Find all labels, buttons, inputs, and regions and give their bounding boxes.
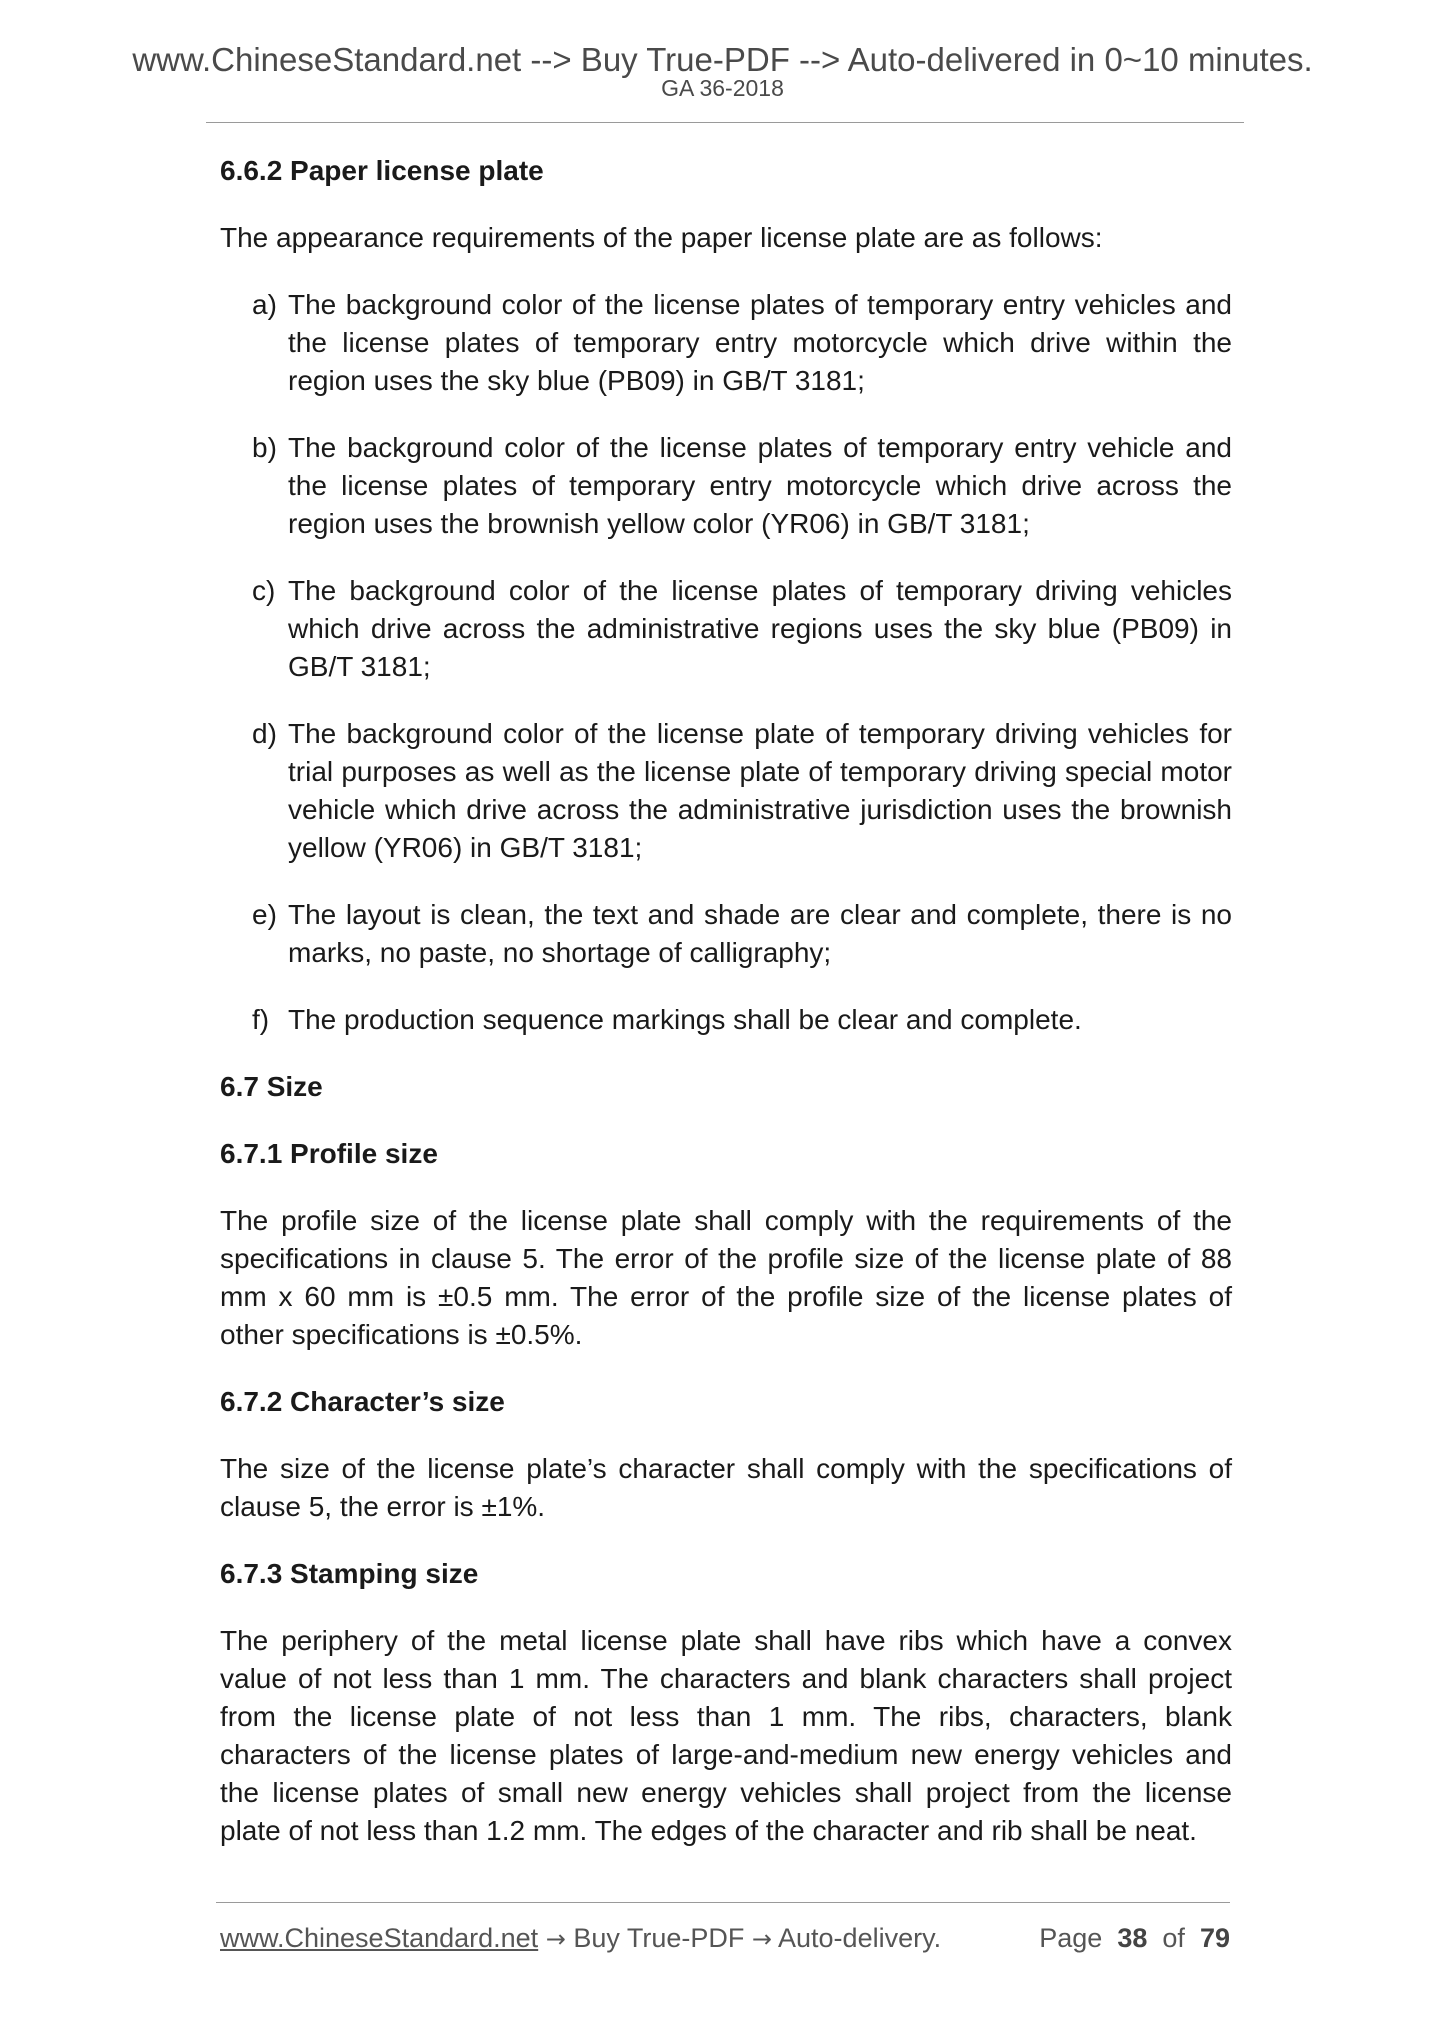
list-item [252, 896, 1232, 972]
page-of-label: of [1162, 1923, 1185, 1953]
list-item-text: The background color of the license plates of temporary entry vehicles and the license plates of temporary entry motorcycle which drive within the region uses the sky blue (PB09) in GB/T 3181; [288, 289, 1232, 396]
footer-buy-text: Buy True-PDF [573, 1923, 745, 1953]
page-current: 38 [1117, 1923, 1148, 1953]
list-marker: a) [252, 289, 277, 320]
heading-6-7-1: 6.7.1 Profile size [220, 1138, 438, 1169]
footer-site-link[interactable]: www.ChineseStandard.net [220, 1923, 539, 1953]
arrow-right-icon: → [751, 1925, 772, 1953]
list-item [252, 715, 1232, 867]
list-marker: c) [252, 575, 276, 606]
list-marker: b) [252, 432, 277, 463]
page-total: 79 [1199, 1923, 1230, 1953]
paragraph-6-6-2-intro: The appearance requirements of the paper license plate are as follows: [220, 222, 1103, 253]
list-marker: e) [252, 899, 277, 930]
list-item-text: The layout is clean, the text and shade are clear and complete, there is no marks, no paste, no shortage of calligraphy; [288, 899, 1232, 968]
header-divider [206, 122, 1244, 123]
heading-6-7-2: 6.7.2 Character’s size [220, 1386, 505, 1417]
footer-delivery-text: Auto-delivery. [778, 1923, 942, 1953]
footer-promo [220, 1920, 941, 1957]
paragraph-6-7-1: The profile size of the license plate shall comply with the requirements of the specifications in clause 5. The error of the profile size of the license plate of 88 mm x 60 mm is ±0.5 mm. The error of the profile size of the license plates of other specifications is ±0.5%. [220, 1205, 1232, 1350]
list-item [252, 429, 1232, 543]
list-item [252, 572, 1232, 686]
list-item [252, 286, 1232, 400]
requirements-list [220, 286, 1232, 1039]
top-banner: www.ChineseStandard.net --> Buy True-PDF --> Auto-delivered in 0~10 minutes. [132, 41, 1313, 78]
heading-6-7: 6.7 Size [220, 1071, 323, 1102]
paragraph-6-7-2: The size of the license plate’s character shall comply with the specifications of clause 5, the error is ±1%. [220, 1453, 1232, 1522]
list-item-text: The background color of the license plates of temporary driving vehicles which drive across the administrative regions uses the sky blue (PB09) in GB/T 3181; [288, 575, 1232, 682]
list-item [252, 1001, 1232, 1039]
page-content [220, 152, 1232, 1879]
list-item-text: The production sequence markings shall be clear and complete. [288, 1004, 1082, 1035]
list-item-text: The background color of the license plates of temporary entry vehicle and the license plates of temporary entry motorcycle which drive across the region uses the brownish yellow color (YR06) in GB/T 3181; [288, 432, 1232, 539]
page-label: Page [1039, 1923, 1103, 1953]
list-item-text: The background color of the license plate of temporary driving vehicles for trial purposes as well as the license plate of temporary driving special motor vehicle which drive across the administrative jurisdiction uses the brownish yellow (YR06) in GB/T 3181; [288, 718, 1232, 863]
page-number [1039, 1920, 1230, 1956]
document-code: GA 36-2018 [661, 75, 784, 101]
paragraph-6-7-3: The periphery of the metal license plate shall have ribs which have a convex value of not less than 1 mm. The characters and blank characters shall project from the license plate of not less than 1 mm. The ribs, characters, blank characters of the license plates of large-and-medium new energy vehicles and the license plates of small new energy vehicles shall project from the license plate of not less than 1.2 mm. The edges of the character and rib shall be neat. [220, 1625, 1232, 1846]
arrow-right-icon: → [545, 1925, 566, 1953]
heading-6-7-3: 6.7.3 Stamping size [220, 1558, 479, 1589]
footer-divider [216, 1902, 1230, 1903]
list-marker: f) [252, 1004, 270, 1035]
list-marker: d) [252, 718, 277, 749]
heading-6-6-2: 6.6.2 Paper license plate [220, 155, 544, 186]
